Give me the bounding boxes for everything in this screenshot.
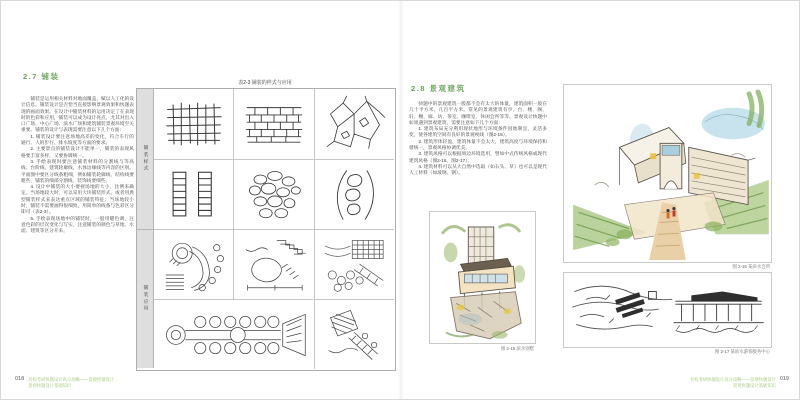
paving-application-plan-fan — [314, 299, 394, 369]
paving-pattern-stone-path-sketch — [314, 159, 394, 230]
paragraph: 铺装是运用相关材料对地面覆盖，赋以人工化的设计信息。铺装设计是否恰当直接影响景观效果和快题表现的画面效果。在设计中铺装材料的运用决定了在表现时的色彩和应用，铺装可以成为设计亮点，尤其对出入口广场、中心广场、滨水广场和建筑铺装景观环境至关重要。铺装的设计与表现需要注意以下几个方面： — [21, 96, 134, 133]
paragraph: 4. 设计中铺装的大小要视场地的大小、比例来确定。当场地较大时，可以采用大块铺装形式，或者用典型铺装样式来表达重点区域的铺装特征；当场地较小时，铺装不需要画得很细致，用简单的线条与色彩区分即可（表2-3）。 — [21, 184, 134, 215]
figure-2-16-image — [563, 84, 772, 263]
paving-pattern-slat-sketch — [154, 159, 233, 230]
paving-application-plan-3 — [314, 229, 394, 300]
paving-pattern-crazy-sketch — [314, 89, 394, 159]
page-number-right: 019 — [779, 376, 789, 382]
figure-2-15-caption: 图 2-15 滨水别墅 — [500, 346, 534, 351]
table-title: 表2-3 铺装的样式与应用 — [238, 80, 292, 86]
paving-pattern-brick-sketch — [233, 89, 314, 159]
figure-2-17-image — [563, 272, 772, 348]
paragraph: 2. 主要景点的铺装设计不能单一，铺装的表现风格要丰富多样，又要协调统一。 — [21, 146, 134, 158]
paving-table — [136, 88, 396, 371]
figure-2-15-image — [429, 211, 536, 344]
section-heading-landscape-architecture: 2.8 景观建筑 — [411, 84, 466, 93]
paragraph: 5. 手绘表现场地中的铺装时，一般用暖色调，注意色彩的层次变化与写实，注意铺装的颜色与草地、水面、建筑等区分开来。 — [21, 215, 134, 234]
page-gutter — [398, 1, 404, 399]
footer-chapter-title: 景观快题设计基础知识 — [28, 382, 72, 388]
footer-book-title: 名校考研快题设计高分攻略——景观快题设计 — [28, 377, 115, 382]
paragraph: 3. 建筑风格可以根据周边环境选用，譬如中式传统风格或现代建筑风格（图2-16、图2-17）。 — [409, 151, 547, 163]
paving-application-plan-1 — [154, 229, 233, 300]
paragraph: 3. 手绘表现时要注意铺装材料的分割线与等高线、台阶线、建筑轮廓线、水体边缘线等内容的区别。平面图中要区分线条粗细，例如铺装轮廓线、结构线要粗些，铺装的细部分割线、装饰线要细些。 — [21, 158, 134, 183]
figure-2-16-caption: 图 2-16 某滨水会所 — [732, 264, 770, 269]
figure-2-17-caption: 图 2-17 某滨水游客服务中心 — [714, 349, 770, 354]
paving-application-plan-long — [154, 299, 313, 369]
footer-left — [15, 377, 114, 388]
footer-chapter-title: 景观快题设计基础知识 — [732, 382, 776, 388]
left-body-text — [21, 96, 134, 235]
paragraph: 1. 建筑布局充分利用现状地形与环境条件因地制宜，灵活多变，使各建筑空间有良好的景观视线（图2-15）。 — [409, 126, 547, 138]
footer-right — [690, 377, 789, 388]
paving-pattern-cobble-sketch — [233, 159, 314, 230]
table-label-paving-application: 铺装应用 — [137, 230, 154, 368]
footer-book-title: 名校考研快题设计高分攻略——景观快题设计 — [689, 377, 776, 382]
page-number-left: 018 — [15, 376, 25, 382]
table-label-paving-styles: 铺装样式 — [137, 89, 154, 230]
paragraph: 4. 建筑材料可以从大自然中选取（如石头、草）也可以是现代人工材料（如玻璃、钢）。 — [409, 163, 547, 176]
right-body-text — [409, 101, 547, 177]
section-heading-paving: 2.7 铺装 — [23, 72, 60, 81]
paving-pattern-grid-sketch — [154, 89, 233, 159]
paragraph: 1. 铺装设计要注意场地高差的变化，符合车行的通行、人的步行、排水坡度等方面的要求。 — [21, 133, 134, 146]
paving-application-plan-2 — [233, 229, 314, 300]
paragraph: 2. 建筑形体轻盈，建筑体量不会太大，建筑高度与环境保持和谐统一，景观风格协调优美。 — [409, 138, 547, 151]
paragraph: 快题中的景观建筑一般都不会有太大的体量，建筑面积一般在几十平方米、几百平方米。常见的景观建筑有亭、台、楼、阁、轩、榭、廊、坊、茶室、咖啡室、休闲会所等等。景观设计快题中如果遇到景观建筑，需要注意如下几个方面： — [409, 101, 547, 125]
